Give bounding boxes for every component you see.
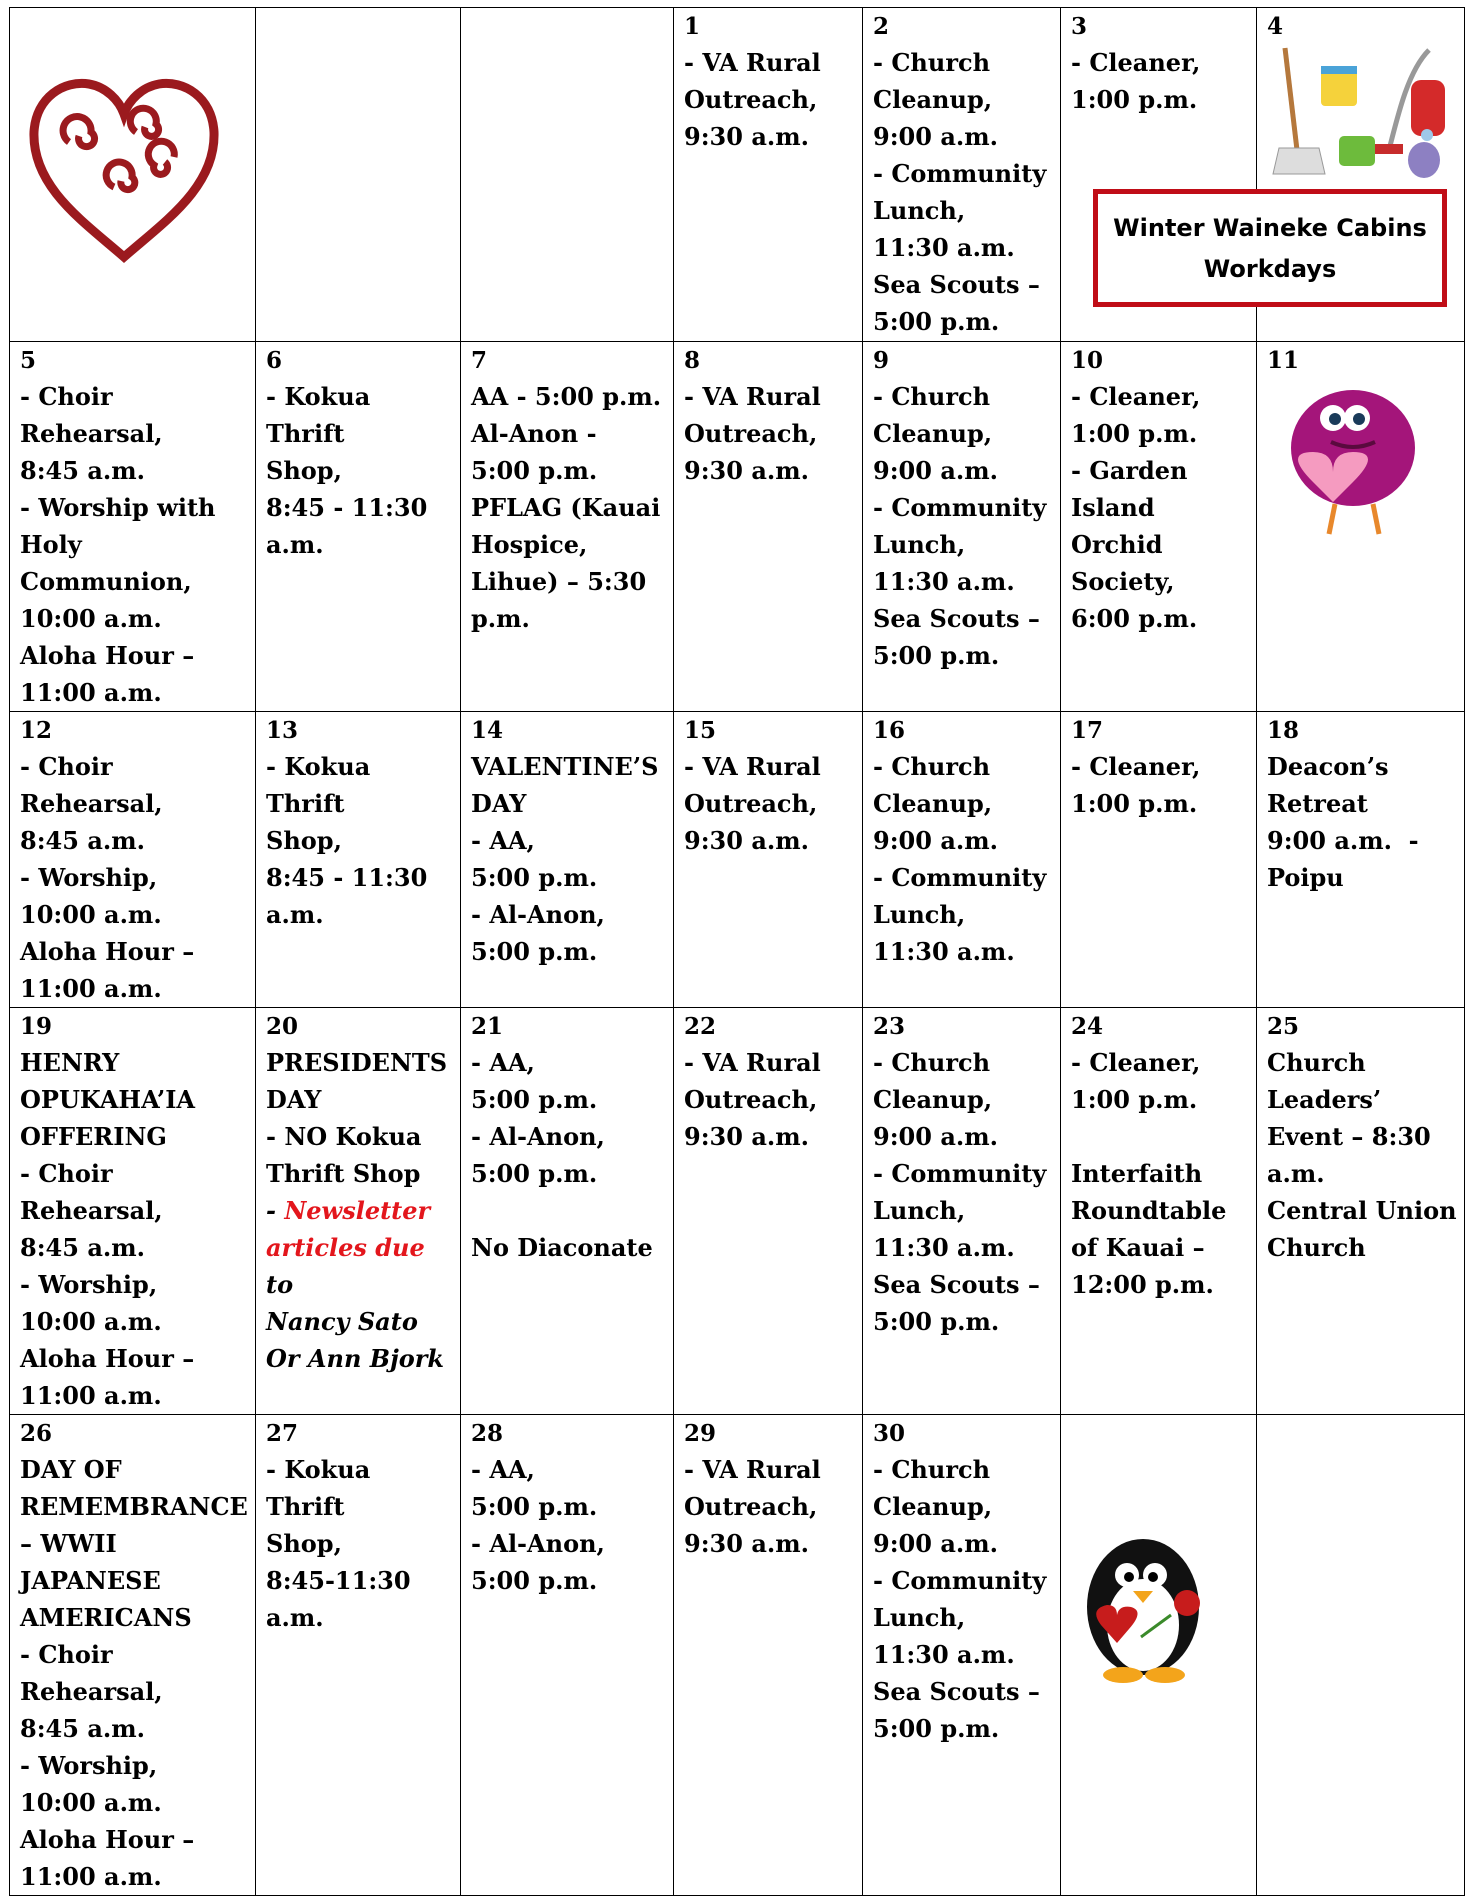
day-number: 22 [684,1013,717,1040]
event-line: Poipu [1267,863,1344,892]
day-number: 14 [471,717,504,744]
day-cell-22 [674,1008,863,1415]
event-line: Retreat [1267,789,1368,818]
day-number: 16 [873,717,906,744]
event-line: Cleanup, [873,85,993,114]
heart-swirl-icon [20,12,249,282]
event-line: AMERICANS [20,1603,192,1632]
day-number: 9 [873,347,890,374]
day-cell-11 [1257,342,1465,712]
event-line: Outreach, [684,419,818,448]
event-line: - Worship, [20,863,158,892]
event-line: – WWII [20,1529,117,1558]
day-number: 5 [20,347,37,374]
event-line: Cleanup, [873,789,993,818]
day-cell-18 [1257,712,1465,1008]
event-line: 8:45 a.m. [20,456,145,485]
event-line: 8:45 a.m. [20,1714,145,1743]
event-line: 11:00 a.m. [20,974,162,1003]
event-line: 9:00 a.m. [873,1122,998,1151]
event-line: 11:30 a.m. [873,1640,1015,1669]
event-line: - AA, [471,1048,535,1077]
day-cell-28 [461,1415,674,1896]
day-cell-empty [1061,1415,1257,1896]
event-line: 10:00 a.m. [20,900,162,929]
day-cell-21 [461,1008,674,1415]
event-line: Thrift Shop [266,1159,421,1188]
event-line: 10:00 a.m. [20,1307,162,1336]
event-line: 6:00 p.m. [1071,604,1198,633]
event-line: Island Orchid [1071,493,1163,559]
event-line: Communion, [20,567,192,596]
day-cell-30 [863,1415,1061,1896]
day-number: 26 [20,1420,53,1447]
event-line: 5:00 p.m. [471,1492,598,1521]
day-number: 24 [1071,1013,1104,1040]
event-line: Lunch, [873,530,966,559]
day-number: 27 [266,1420,299,1447]
event-line: 9:30 a.m. [684,456,809,485]
week-row [10,1415,1465,1896]
day-number: 11 [1267,347,1300,374]
newsletter-note-line [266,1229,454,1303]
day-number: 19 [20,1013,53,1040]
day-number: 6 [266,347,283,374]
event-line: Lunch, [873,1603,966,1632]
event-line: Lunch, [873,1196,966,1225]
event-line: VALENTINE’S [471,752,659,781]
day-number: 30 [873,1420,906,1447]
event-line: 9:00 a.m. - [1267,826,1419,855]
event-line: - Worship with [20,493,216,522]
day-number: 12 [20,717,53,744]
event-line: Aloha Hour – [20,641,195,670]
day-number: 29 [684,1420,717,1447]
event-line: Al-Anon - [471,419,597,448]
day-number: 20 [266,1013,299,1040]
event-line: a.m. [266,530,324,559]
note-highlight: Newsletter [284,1196,431,1225]
event-line: a.m. [1267,1159,1325,1188]
day-cell-2 [863,8,1061,342]
event-line: - Community [873,1566,1047,1595]
event-line: - Garden [1071,456,1188,485]
note-text: Nancy Sato [266,1307,418,1336]
event-line: - Choir Rehearsal, [20,752,163,818]
event-line: Outreach, [684,1085,818,1114]
event-line: 9:30 a.m. [684,1122,809,1151]
event-line: - AA, [471,1455,535,1484]
note-text: to [266,1233,434,1299]
workdays-callout-line1: Winter Waineke Cabins [1113,214,1427,242]
event-line: Outreach, [684,1492,818,1521]
event-line: 5:00 p.m. [471,1159,598,1188]
workdays-callout [1093,189,1447,307]
event-line: Interfaith [1071,1159,1203,1188]
day-cell-13 [256,712,461,1008]
event-line: 10:00 a.m. [20,1788,162,1817]
day-cell-6 [256,342,461,712]
event-line: Shop, [266,456,342,485]
day-cell-empty [461,8,674,342]
event-line: - Church [873,48,991,77]
event-line: - Al-Anon, [471,1122,605,1151]
event-line: 11:30 a.m. [873,937,1015,966]
event-line: - Cleaner, [1071,752,1201,781]
day-cell-empty [256,8,461,342]
event-line: REMEMBRANCE [20,1492,248,1521]
event-line: Sea Scouts – [873,1677,1040,1706]
event-line: 9:00 a.m. [873,456,998,485]
event-line: - Kokua Thrift [266,752,379,818]
event-line: 9:00 a.m. [873,1529,998,1558]
event-line: 8:45 - 11:30 [266,863,428,892]
day-cell-27 [256,1415,461,1896]
event-line: No Diaconate [471,1233,653,1262]
day-cell-empty [1257,1415,1465,1896]
event-line: - Church [873,1455,991,1484]
event-line: Sea Scouts – [873,604,1040,633]
day-number: 18 [1267,717,1300,744]
event-line: 11:30 a.m. [873,1233,1015,1262]
event-line: - Kokua Thrift [266,1455,379,1521]
event-line: Roundtable [1071,1196,1227,1225]
event-line: Church [1267,1048,1366,1077]
event-line: 9:30 a.m. [684,122,809,151]
week-row [10,712,1465,1008]
event-line: Shop, [266,1529,342,1558]
event-line: Shop, [266,826,342,855]
event-line: - Community [873,863,1047,892]
event-line: 9:00 a.m. [873,826,998,855]
day-cell-8 [674,342,863,712]
event-line: - Choir Rehearsal, [20,1640,163,1706]
week-row [10,1008,1465,1415]
event-line: Deacon’s [1267,752,1389,781]
day-number: 3 [1071,13,1088,40]
event-line: 5:00 p.m. [873,307,1000,336]
event-line: Aloha Hour – [20,1825,195,1854]
event-line: - Choir Rehearsal, [20,382,163,448]
event-line: 12:00 p.m. [1071,1270,1214,1299]
event-line: 11:00 a.m. [20,678,162,707]
event-line: Event – 8:30 [1267,1122,1431,1151]
day-number: 28 [471,1420,504,1447]
workdays-callout-line2: Workdays [1203,255,1337,283]
event-line: 11:00 a.m. [20,1862,162,1891]
event-line: HENRY [20,1048,120,1077]
note-text: Or Ann Bjork [266,1344,445,1373]
event-line: AA - 5:00 p.m. [471,382,662,411]
event-line: Sea Scouts – [873,270,1040,299]
day-cell-7 [461,342,674,712]
day-cell-12 [10,712,256,1008]
event-line: Lunch, [873,196,966,225]
event-line: DAY [471,789,527,818]
event-line: - Church [873,752,991,781]
event-line: 11:30 a.m. [873,567,1015,596]
event-line: Lihue) – 5:30 [471,567,647,596]
event-line: - VA Rural [684,382,821,411]
day-cell-29 [674,1415,863,1896]
day-cell-17 [1061,712,1257,1008]
day-number: 17 [1071,717,1104,744]
event-line: - Cleaner, [1071,48,1201,77]
event-line: - Cleaner, [1071,382,1201,411]
day-cell-15 [674,712,863,1008]
event-line: 5:00 p.m. [471,863,598,892]
event-line: - Church [873,382,991,411]
day-cell-10 [1061,342,1257,712]
pink-monster-icon [1267,378,1458,558]
event-line: 5:00 p.m. [471,456,598,485]
event-line: - Community [873,159,1047,188]
event-line: DAY [266,1085,322,1114]
event-line: - Worship, [20,1270,158,1299]
day-cell-9 [863,342,1061,712]
event-line: DAY OF [20,1455,122,1484]
event-line [471,1192,667,1229]
event-line: of Kauai – [1071,1233,1205,1262]
event-line: Cleanup, [873,1085,993,1114]
event-line: Society, [1071,567,1175,596]
event-line: - Cleaner, [1071,1048,1201,1077]
event-line: Leaders’ [1267,1085,1382,1114]
day-cell-23 [863,1008,1061,1415]
event-line: - Choir Rehearsal, [20,1159,163,1225]
event-line: OFFERING [20,1122,167,1151]
event-line: JAPANESE [20,1566,161,1595]
event-line: 10:00 a.m. [20,604,162,633]
event-line: 8:45 a.m. [20,826,145,855]
event-line: Lunch, [873,900,966,929]
day-cell-26 [10,1415,256,1896]
event-line: Central Union [1267,1196,1457,1225]
day-number: 8 [684,347,701,374]
event-line [1071,1118,1250,1155]
event-line: p.m. [471,604,530,633]
event-line: - Church [873,1048,991,1077]
event-line: - Al-Anon, [471,1529,605,1558]
event-line: - VA Rural [684,48,821,77]
note-dash: - [266,1196,285,1225]
day-number: 15 [684,717,717,744]
day-number: 1 [684,13,701,40]
event-line: 5:00 p.m. [873,1307,1000,1336]
event-line: 5:00 p.m. [471,1566,598,1595]
event-line: 5:00 p.m. [873,641,1000,670]
event-line: Holy [20,530,82,559]
event-line: 8:45 - 11:30 [266,493,428,522]
event-line: 5:00 p.m. [873,1714,1000,1743]
event-line: 8:45 a.m. [20,1233,145,1262]
day-cell-25 [1257,1008,1465,1415]
event-line: - Al-Anon, [471,900,605,929]
day-number: 21 [471,1013,504,1040]
event-line: 1:00 p.m. [1071,1085,1198,1114]
day-cell-empty [10,8,256,342]
day-cell-19 [10,1008,256,1415]
event-line: 11:00 a.m. [20,1381,162,1410]
day-number: 13 [266,717,299,744]
event-line: Hospice, [471,530,588,559]
day-cell-24 [1061,1008,1257,1415]
event-line: 11:30 a.m. [873,233,1015,262]
penguin-valentine-icon [1071,1419,1250,1697]
event-line: Outreach, [684,85,818,114]
event-line: - VA Rural [684,752,821,781]
event-line: - Kokua Thrift [266,382,379,448]
event-line: 1:00 p.m. [1071,789,1198,818]
day-cell-14 [461,712,674,1008]
day-number: 2 [873,13,890,40]
event-line: 1:00 p.m. [1071,85,1198,114]
event-line: OPUKAHA’IA [20,1085,196,1114]
week-row [10,342,1465,712]
event-line: Outreach, [684,789,818,818]
day-cell-16 [863,712,1061,1008]
day-number: 23 [873,1013,906,1040]
event-line: 9:30 a.m. [684,826,809,855]
event-line: 9:00 a.m. [873,122,998,151]
event-line: 9:30 a.m. [684,1529,809,1558]
day-number: 10 [1071,347,1104,374]
newsletter-note-line [266,1192,454,1229]
day-cell-5 [10,342,256,712]
event-line: - AA, [471,826,535,855]
event-line: - VA Rural [684,1048,821,1077]
event-line: - VA Rural [684,1455,821,1484]
event-line: Church [1267,1233,1366,1262]
event-line: - Community [873,493,1047,522]
event-line: PFLAG (Kauai [471,493,661,522]
day-number: 7 [471,347,488,374]
day-cell-1 [674,8,863,342]
day-number: 25 [1267,1013,1300,1040]
note-highlight: articles due [266,1233,425,1262]
event-line: Cleanup, [873,419,993,448]
event-line: 1:00 p.m. [1071,419,1198,448]
event-line: Aloha Hour – [20,1344,195,1373]
event-line: 8:45-11:30 a.m. [266,1566,419,1632]
event-line: PRESIDENTS [266,1048,448,1077]
event-line: - Community [873,1159,1047,1188]
event-line: Aloha Hour – [20,937,195,966]
cleaning-supplies-icon [1267,44,1458,190]
event-line: - Worship, [20,1751,158,1780]
day-cell-20 [256,1008,461,1415]
event-line: Cleanup, [873,1492,993,1521]
event-line: 5:00 p.m. [471,937,598,966]
event-line: 5:00 p.m. [471,1085,598,1114]
event-line: - NO Kokua [266,1122,422,1151]
day-number: 4 [1267,13,1284,40]
event-line: a.m. [266,900,324,929]
event-line: Sea Scouts – [873,1270,1040,1299]
